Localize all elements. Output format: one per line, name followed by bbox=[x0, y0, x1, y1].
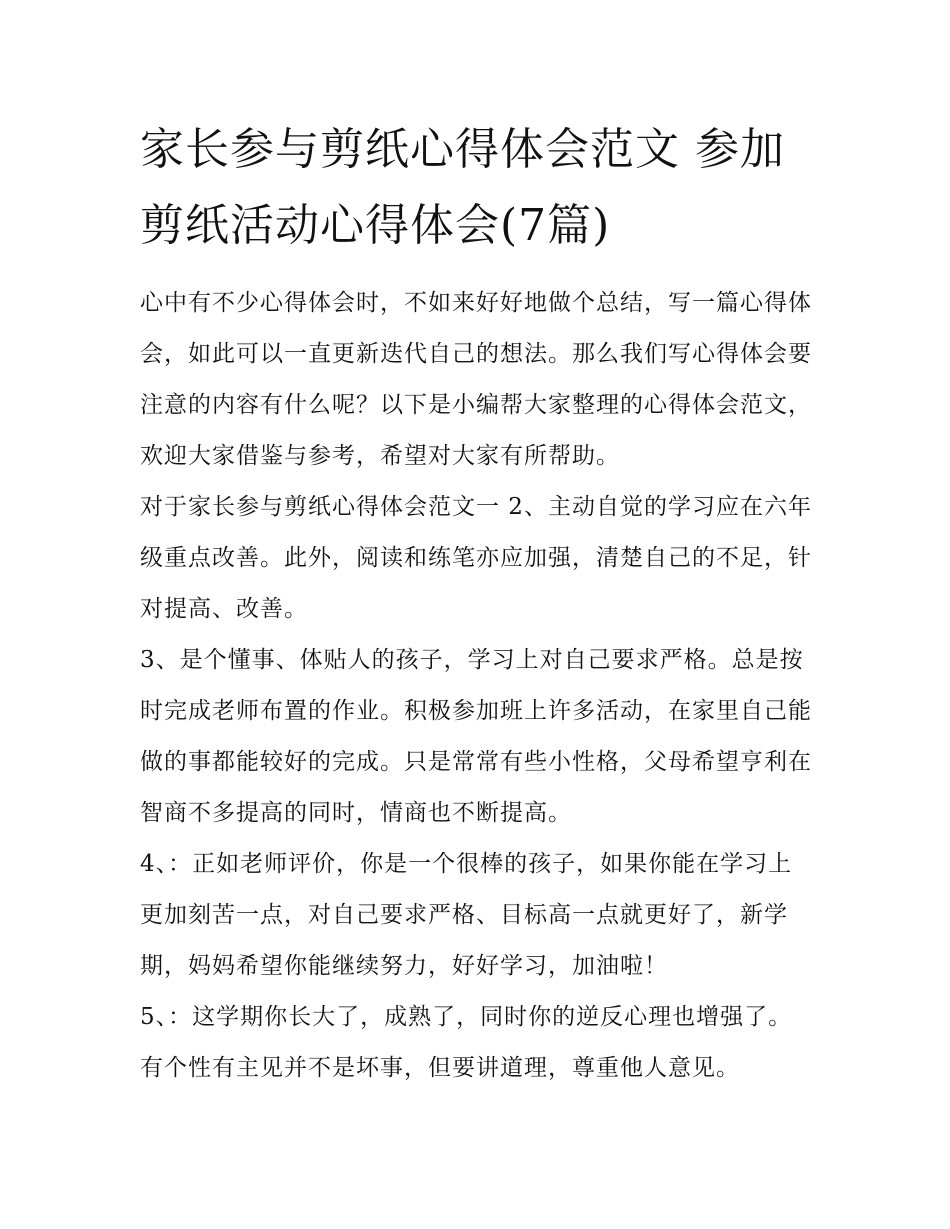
document-page bbox=[140, 112, 812, 1094]
paragraph-5: 5、：这学期你长大了，成熟了，同时你的逆反心理也增强了。有个性有主见并不是坏事，但要讲道理，尊重他人意见。 bbox=[140, 1004, 793, 1081]
paragraph-4: 4、：正如老师评价，你是一个很棒的孩子，如果你能在学习上更加刻苦一点，对自己要求严格、目标高一点就更好了，新学期，妈妈希望你能继续努力，好好学习，加油啦！ bbox=[140, 851, 793, 979]
paragraph-3: 3、是个懂事、体贴人的孩子，学习上对自己要求严格。总是按时完成老师布置的作业。积极参加班上许多活动，在家里自己能做的事都能较好的完成。只是常常有些小性格，父母希望亨利在智商不多提高的同时，情商也不断提高。 bbox=[140, 647, 812, 826]
paragraph-1: 对于家长参与剪纸心得体会范文一 2、主动自觉的学习应在六年级重点改善。此外，阅读和练笔亦应加强，清楚自己的不足，针对提高、改善。 bbox=[140, 494, 812, 622]
document-title: 家长参与剪纸心得体会范文 参加剪纸活动心得体会(7篇) bbox=[140, 124, 785, 251]
paragraph-intro: 心中有不少心得体会时，不如来好好地做个总结，写一篇心得体会，如此可以一直更新迭代自己的想法。那么我们写心得体会要注意的内容有什么呢？以下是小编帮大家整理的心得体会范文，欢迎大家借鉴与参考，希望对大家有所帮助。 bbox=[140, 290, 812, 469]
